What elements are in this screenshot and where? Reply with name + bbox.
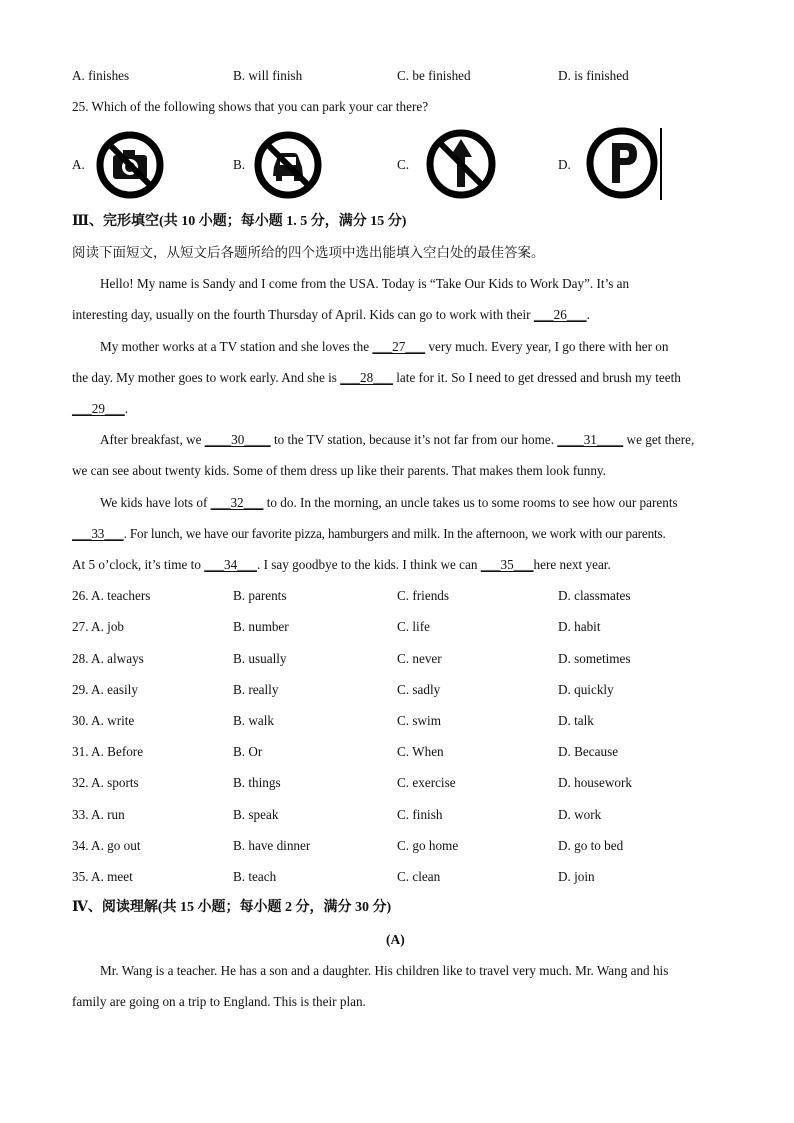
passage-paragraph-3-line-2: we can see about twenty kids. Some of them dress up like their parents. That makes them look funny.: [72, 463, 606, 478]
blank-28: ___28___: [340, 370, 393, 385]
option-c: C. finish: [397, 807, 443, 822]
passage-paragraph-1-line-2: [72, 307, 590, 323]
option-a: 34. A. go out: [72, 838, 141, 853]
option-d: D. habit: [558, 619, 601, 634]
option-a: 29. A. easily: [72, 682, 138, 697]
q25-label-a: A.: [72, 157, 85, 172]
option-c: C. exercise: [397, 775, 456, 790]
passage-paragraph-1-line-1: Hello! My name is Sandy and I come from the USA. Today is “Take Our Kids to Work Day”. It’s an: [100, 276, 630, 291]
option-b: B. walk: [233, 713, 275, 728]
option-b: B. have dinner: [233, 838, 311, 853]
passage-text: After breakfast, we: [100, 432, 205, 447]
option-d: D. go to bed: [558, 838, 624, 853]
option-b: B. parents: [233, 588, 287, 603]
passage-text: We kids have lots of: [100, 495, 211, 510]
no-straight-ahead-sign-icon: [424, 127, 498, 201]
option-c: C. life: [397, 619, 430, 634]
reading-paragraph-line-1: Mr. Wang is a teacher. He has a son and a daughter. His children like to travel very much. Mr. Wang and his: [100, 963, 669, 978]
q25-question: 25. Which of the following shows that you can park your car there?: [72, 99, 429, 114]
passage-text: here next year.: [533, 557, 611, 572]
option-b: B. number: [233, 619, 289, 634]
option-c: C. never: [397, 651, 442, 666]
q24-option-c: C. be finished: [397, 68, 471, 83]
option-a: 27. A. job: [72, 619, 125, 634]
passage-text: . I say goodbye to the kids. I think we can: [256, 557, 481, 572]
blank-34: ___34___: [204, 557, 257, 572]
option-d: D. join: [558, 869, 595, 884]
option-d: D. housework: [558, 775, 632, 790]
no-photography-sign-icon: [94, 129, 166, 201]
option-d: D. talk: [558, 713, 594, 728]
option-c: C. swim: [397, 713, 441, 728]
blank-35: ___35___: [480, 557, 534, 572]
part-a-title: (A): [386, 932, 405, 947]
q24-option-a: A. finishes: [72, 68, 130, 83]
option-c: C. friends: [397, 588, 450, 603]
q25-label-c: C.: [397, 157, 410, 172]
passage-paragraph-3-line-1: [100, 432, 694, 448]
option-a: 30. A. write: [72, 713, 135, 728]
passage-text: the day. My mother goes to work early. And she is: [72, 370, 341, 385]
blank-30: ____30____: [204, 432, 271, 447]
blank-27: ___27___: [372, 339, 426, 354]
section-4-heading: Ⅳ、阅读理解(共 15 小题；每小题 2 分，满分 30 分): [72, 900, 392, 915]
section-3-heading: Ⅲ、完形填空(共 10 小题；每小题 1. 5 分，满分 15 分): [72, 214, 407, 229]
q25-label-d: D.: [558, 157, 571, 172]
option-b: B. speak: [233, 807, 279, 822]
passage-paragraph-4-line-3: [72, 557, 611, 573]
option-a: 33. A. run: [72, 807, 125, 822]
option-a: 28. A. always: [72, 651, 144, 666]
parking-sign-icon: [583, 126, 663, 202]
option-a: 35. A. meet: [72, 869, 133, 884]
q24-option-b: B. will finish: [233, 68, 303, 83]
passage-text: At 5 o’clock, it’s time to: [72, 557, 205, 572]
blank-26: ___26___: [533, 307, 587, 322]
passage-paragraph-2-line-1: [100, 339, 669, 355]
option-c: C. clean: [397, 869, 441, 884]
option-b: B. really: [233, 682, 279, 697]
passage-text: very much. Every year, I go there with her on: [425, 339, 669, 354]
option-d: D. quickly: [558, 682, 614, 697]
q25-label-b: B.: [233, 157, 246, 172]
option-a: 31. A. Before: [72, 744, 144, 759]
option-d: D. classmates: [558, 588, 631, 603]
option-a: 26. A. teachers: [72, 588, 151, 603]
reading-paragraph-line-2: family are going on a trip to England. This is their plan.: [72, 994, 366, 1009]
option-d: D. Because: [558, 744, 619, 759]
passage-text: .: [586, 307, 590, 322]
passage-paragraph-4-line-2: [72, 526, 666, 542]
section-3-instruction: 阅读下面短文，从短文后各题所给的四个选项中选出能填入空白处的最佳答案。: [72, 245, 545, 260]
passage-paragraph-4-line-1: [100, 495, 678, 511]
option-c: C. go home: [397, 838, 459, 853]
blank-32: ___32___: [210, 495, 264, 510]
blank-31: ____31____: [557, 432, 624, 447]
passage-paragraph-2-line-3: [72, 401, 128, 417]
option-a: 32. A. sports: [72, 775, 139, 790]
blank-33: ___33___: [72, 526, 124, 541]
no-car-sign-icon: [252, 129, 324, 201]
passage-text: we get there,: [623, 432, 695, 447]
passage-text: late for it. So I need to get dressed and brush my teeth: [392, 370, 681, 385]
option-d: D. work: [558, 807, 602, 822]
passage-text: My mother works at a TV station and she loves the: [100, 339, 373, 354]
option-b: B. usually: [233, 651, 287, 666]
option-b: B. teach: [233, 869, 277, 884]
option-d: D. sometimes: [558, 651, 631, 666]
blank-29: ___29___: [72, 401, 125, 416]
option-c: C. sadly: [397, 682, 441, 697]
passage-text: to the TV station, because it’s not far from our home.: [270, 432, 558, 447]
passage-text: to do. In the morning, an uncle takes us to some rooms to see how our parents: [263, 495, 678, 510]
option-b: B. Or: [233, 744, 263, 759]
option-b: B. things: [233, 775, 281, 790]
passage-text: . For lunch, we have our favorite pizza, hamburgers and milk. In the afternoon, we work with our parents.: [123, 526, 666, 541]
option-c: C. When: [397, 744, 444, 759]
passage-text: interesting day, usually on the fourth Thursday of April. Kids can go to work with their: [72, 307, 534, 322]
q24-option-d: D. is finished: [558, 68, 629, 83]
passage-paragraph-2-line-2: [72, 370, 681, 386]
passage-text: .: [124, 401, 129, 416]
